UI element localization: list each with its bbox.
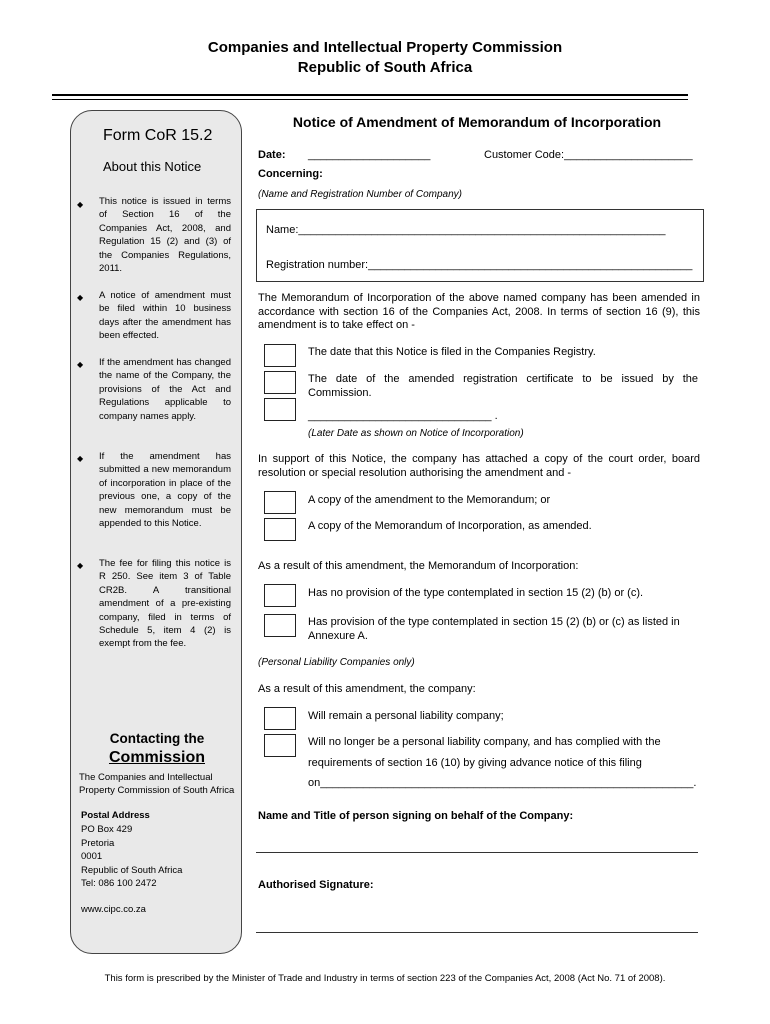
date-label: Date:: [258, 149, 286, 161]
header-line-2: Republic of South Africa: [297, 59, 473, 76]
bullet-text-5: The fee for filing this notice is R 250. See item 3 of Table CR2B. A transitional amendment of a pre-existing company, filed in terms of Schedule 5, item 4 (2) is exempt from the fee.: [99, 558, 231, 650]
customer-code-field[interactable]: Customer Code:_____________________: [484, 149, 693, 161]
bullet-text-1: This notice is issued in terms of Section 16 of the Companies Act, 2008, and Regulation 15 (2) and (3) of the Companies Regulations, 2011.: [99, 196, 231, 275]
checkbox-effect-certificate[interactable]: [264, 371, 296, 394]
option-effect-filed: The date that this Notice is filed in the Companies Registry.: [308, 346, 596, 358]
website-link[interactable]: www.cipc.co.za: [81, 904, 146, 915]
option-has-provision: Has provision of the type contemplated in section 15 (2) (b) or (c) as listed in Annexure A.: [308, 616, 680, 642]
postal-line: PO Box 429: [81, 824, 133, 835]
postal-line: Republic of South Africa: [81, 864, 183, 876]
later-date-note: (Later Date as shown on Notice of Incorporation): [308, 428, 524, 439]
date-field[interactable]: ____________________: [308, 149, 431, 161]
form-number-title: Form CoR 15.2: [103, 127, 213, 144]
header-rule-thin: [52, 99, 688, 100]
concerning-note: (Name and Registration Number of Company): [258, 189, 462, 200]
bullet-text-4: If the amendment has submitted a new memorandum of incorporation in place of the previous one, a copy of the new memorandum must be appended to this Notice.: [99, 451, 231, 530]
document-header: [0, 38, 770, 78]
header-rule-thick: [52, 94, 688, 96]
postal-line: Tel: 086 100 2472: [81, 878, 157, 889]
about-heading: About this Notice: [103, 159, 202, 174]
bullet-icon: ◆: [77, 360, 84, 369]
advance-notice-date-field[interactable]: on_____________________________________________________________.: [308, 777, 697, 789]
bullet-icon: ◆: [77, 454, 84, 463]
effect-paragraph: The Memorandum of Incorporation of the above named company has been amended in accordance with section 16 of the Companies Act, 2008. In terms of section 16 (9), this amendment is to take effect on -: [258, 292, 700, 331]
option-no-longer-plc-line2: requirements of section 16 (10) by giving advance notice of this filing: [308, 757, 642, 769]
concerning-label: Concerning:: [258, 168, 323, 180]
checkbox-has-provision[interactable]: [264, 614, 296, 637]
checkbox-effect-filed[interactable]: [264, 344, 296, 367]
checkbox-effect-later-date[interactable]: [264, 398, 296, 421]
bullet-icon: ◆: [77, 293, 84, 302]
bullet-icon: ◆: [77, 200, 84, 209]
postal-line: Pretoria: [81, 837, 115, 849]
plc-paragraph: As a result of this amendment, the company:: [258, 683, 476, 695]
signer-name-line[interactable]: [256, 852, 698, 853]
postal-heading: Postal Address: [81, 810, 150, 821]
checkbox-remain-plc[interactable]: [264, 707, 296, 730]
form-title: Notice of Amendment of Memorandum of Incorporation: [292, 114, 662, 130]
info-sidebar: [70, 110, 242, 954]
option-no-longer-plc-line1: Will no longer be a personal liability company, and has complied with the: [308, 736, 661, 748]
postal-line: 0001: [81, 851, 103, 862]
signature-label: Authorised Signature:: [258, 879, 374, 891]
checkbox-copy-amendment[interactable]: [264, 491, 296, 514]
signature-line[interactable]: [256, 932, 698, 933]
contact-heading-1: Contacting the: [109, 731, 205, 746]
option-remain-plc: Will remain a personal liability company;: [308, 710, 504, 722]
plc-note: (Personal Liability Companies only): [258, 657, 415, 668]
checkbox-no-longer-plc[interactable]: [264, 734, 296, 757]
bullet-icon: ◆: [77, 561, 84, 570]
bullet-text-2: A notice of amendment must be filed within 10 business days after the amendment has been effected.: [99, 290, 231, 342]
bullet-text-3: If the amendment has changed the name of the Company, the provisions of the Act and Regulations applicable to company names apply.: [99, 357, 231, 422]
footer-note: This form is prescribed by the Minister of Trade and Industry in terms of section 223 of the Companies Act, 2008 (Act No. 71 of 2008).: [104, 973, 666, 984]
company-details-box: [256, 209, 704, 282]
later-date-field[interactable]: ______________________________ .: [308, 410, 498, 422]
provision-paragraph: As a result of this amendment, the Memorandum of Incorporation:: [258, 560, 579, 572]
option-effect-certificate: The date of the amended registration certificate to be issued by the Commission.: [308, 373, 698, 399]
option-no-provision: Has no provision of the type contemplated in section 15 (2) (b) or (c).: [308, 587, 644, 599]
checkbox-no-provision[interactable]: [264, 584, 296, 607]
support-paragraph: In support of this Notice, the company has attached a copy of the court order, board resolution or special resolution authorising the amendment and -: [258, 453, 700, 479]
signer-label: Name and Title of person signing on behalf of the Company:: [258, 810, 574, 822]
org-name: The Companies and Intellectual Property Commission of South Africa: [79, 772, 235, 797]
checkbox-copy-memorandum[interactable]: [264, 518, 296, 541]
registration-number-field[interactable]: Registration number:_____________________________________________________: [266, 259, 693, 271]
option-copy-memorandum: A copy of the Memorandum of Incorporation, as amended.: [308, 520, 592, 532]
company-name-field[interactable]: Name:____________________________________________________________: [266, 224, 666, 236]
header-line-1: Companies and Intellectual Property Commission: [207, 39, 563, 56]
option-copy-amendment: A copy of the amendment to the Memorandum; or: [308, 494, 551, 506]
contact-heading-2: Commission: [108, 749, 205, 766]
